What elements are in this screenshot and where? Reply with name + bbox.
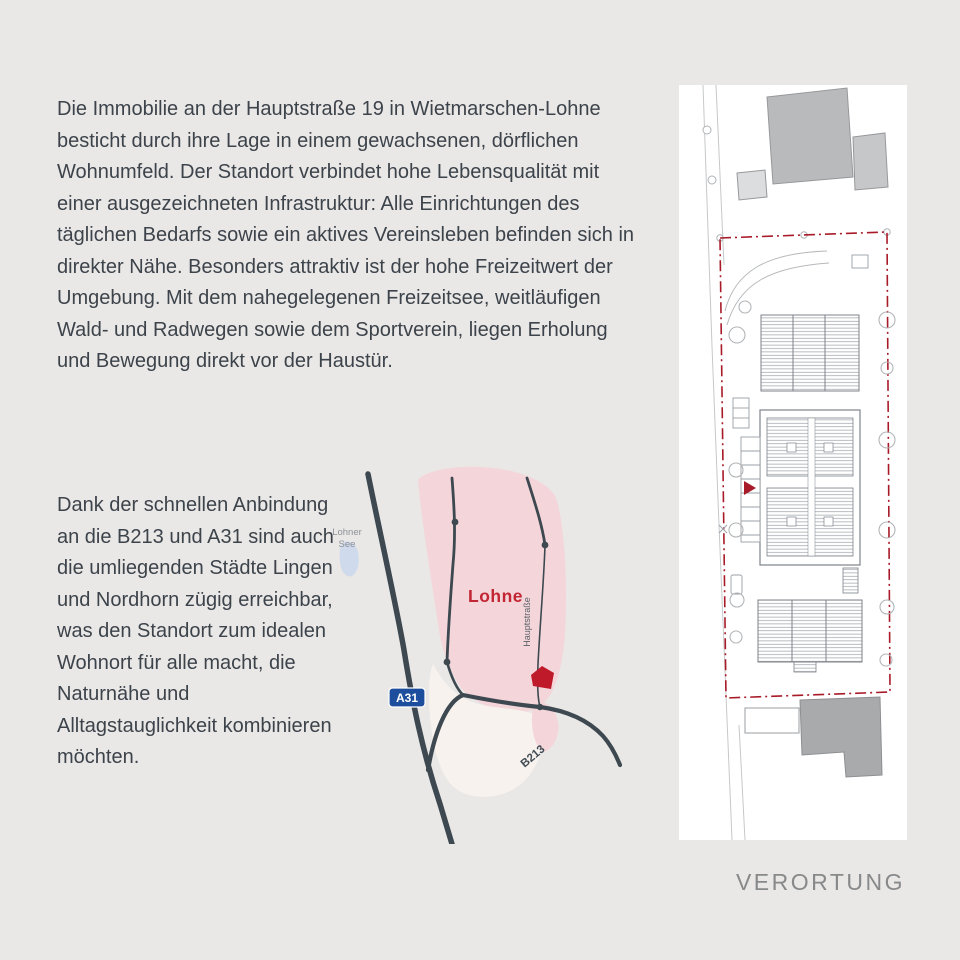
lake-label-line1: Lohner [332, 527, 362, 538]
neighbor-building [853, 133, 888, 190]
junction-dot [444, 659, 451, 666]
lake-label-line2: See [338, 539, 356, 550]
neighbor-building [745, 708, 799, 733]
connectivity-paragraph: Dank der schnellen Anbindung an die B213 und A31 sind auch die umliegenden Städte Lingen und Nordhorn zügig erreichbar, was den Standort zum idealen Wohnort für alle macht, die Naturnähe und Alltagstauglichkeit kombinieren möchten. [57, 494, 334, 768]
junction-dot [537, 704, 543, 710]
road-b213-label: B213 [518, 743, 548, 771]
page-caption: VERORTUNG [735, 869, 905, 895]
junction-dot [542, 542, 549, 549]
site-plan [679, 85, 907, 840]
planned-buildings [758, 315, 862, 672]
junction-dot [452, 519, 459, 526]
highway-badge [389, 688, 425, 707]
intro-paragraph: Die Immobilie an der Hauptstraße 19 in Wietmarschen-Lohne besticht durch ihre Lage in einem gewachsenen, dörflichen Wohnumfeld. Der Standort verbindet hohe Lebensqualität mit einer ausgezeichneten Infrastruktur: Alle Einrichtungen des täglichen Bedarfs sowie ein aktives Vereinsleben befinden sich in direkter Nähe. Besonders attraktiv ist der hohe Freizeitwert der Umgebung. Mit dem nahegelegenen Freizeitsee, weitläufigen Wald- und Radwegen sowie dem Sportverein, liegen Erholung und Bewegung direkt vor der Haustür. [57, 98, 635, 372]
location-map [298, 464, 638, 844]
neighbor-building [767, 88, 853, 184]
highway-badge-label: A31 [395, 691, 419, 705]
neighbor-building [737, 170, 767, 200]
car-symbol [731, 575, 742, 594]
town-label: Lohne [468, 586, 523, 606]
street-label: Hauptstraße [522, 597, 532, 647]
